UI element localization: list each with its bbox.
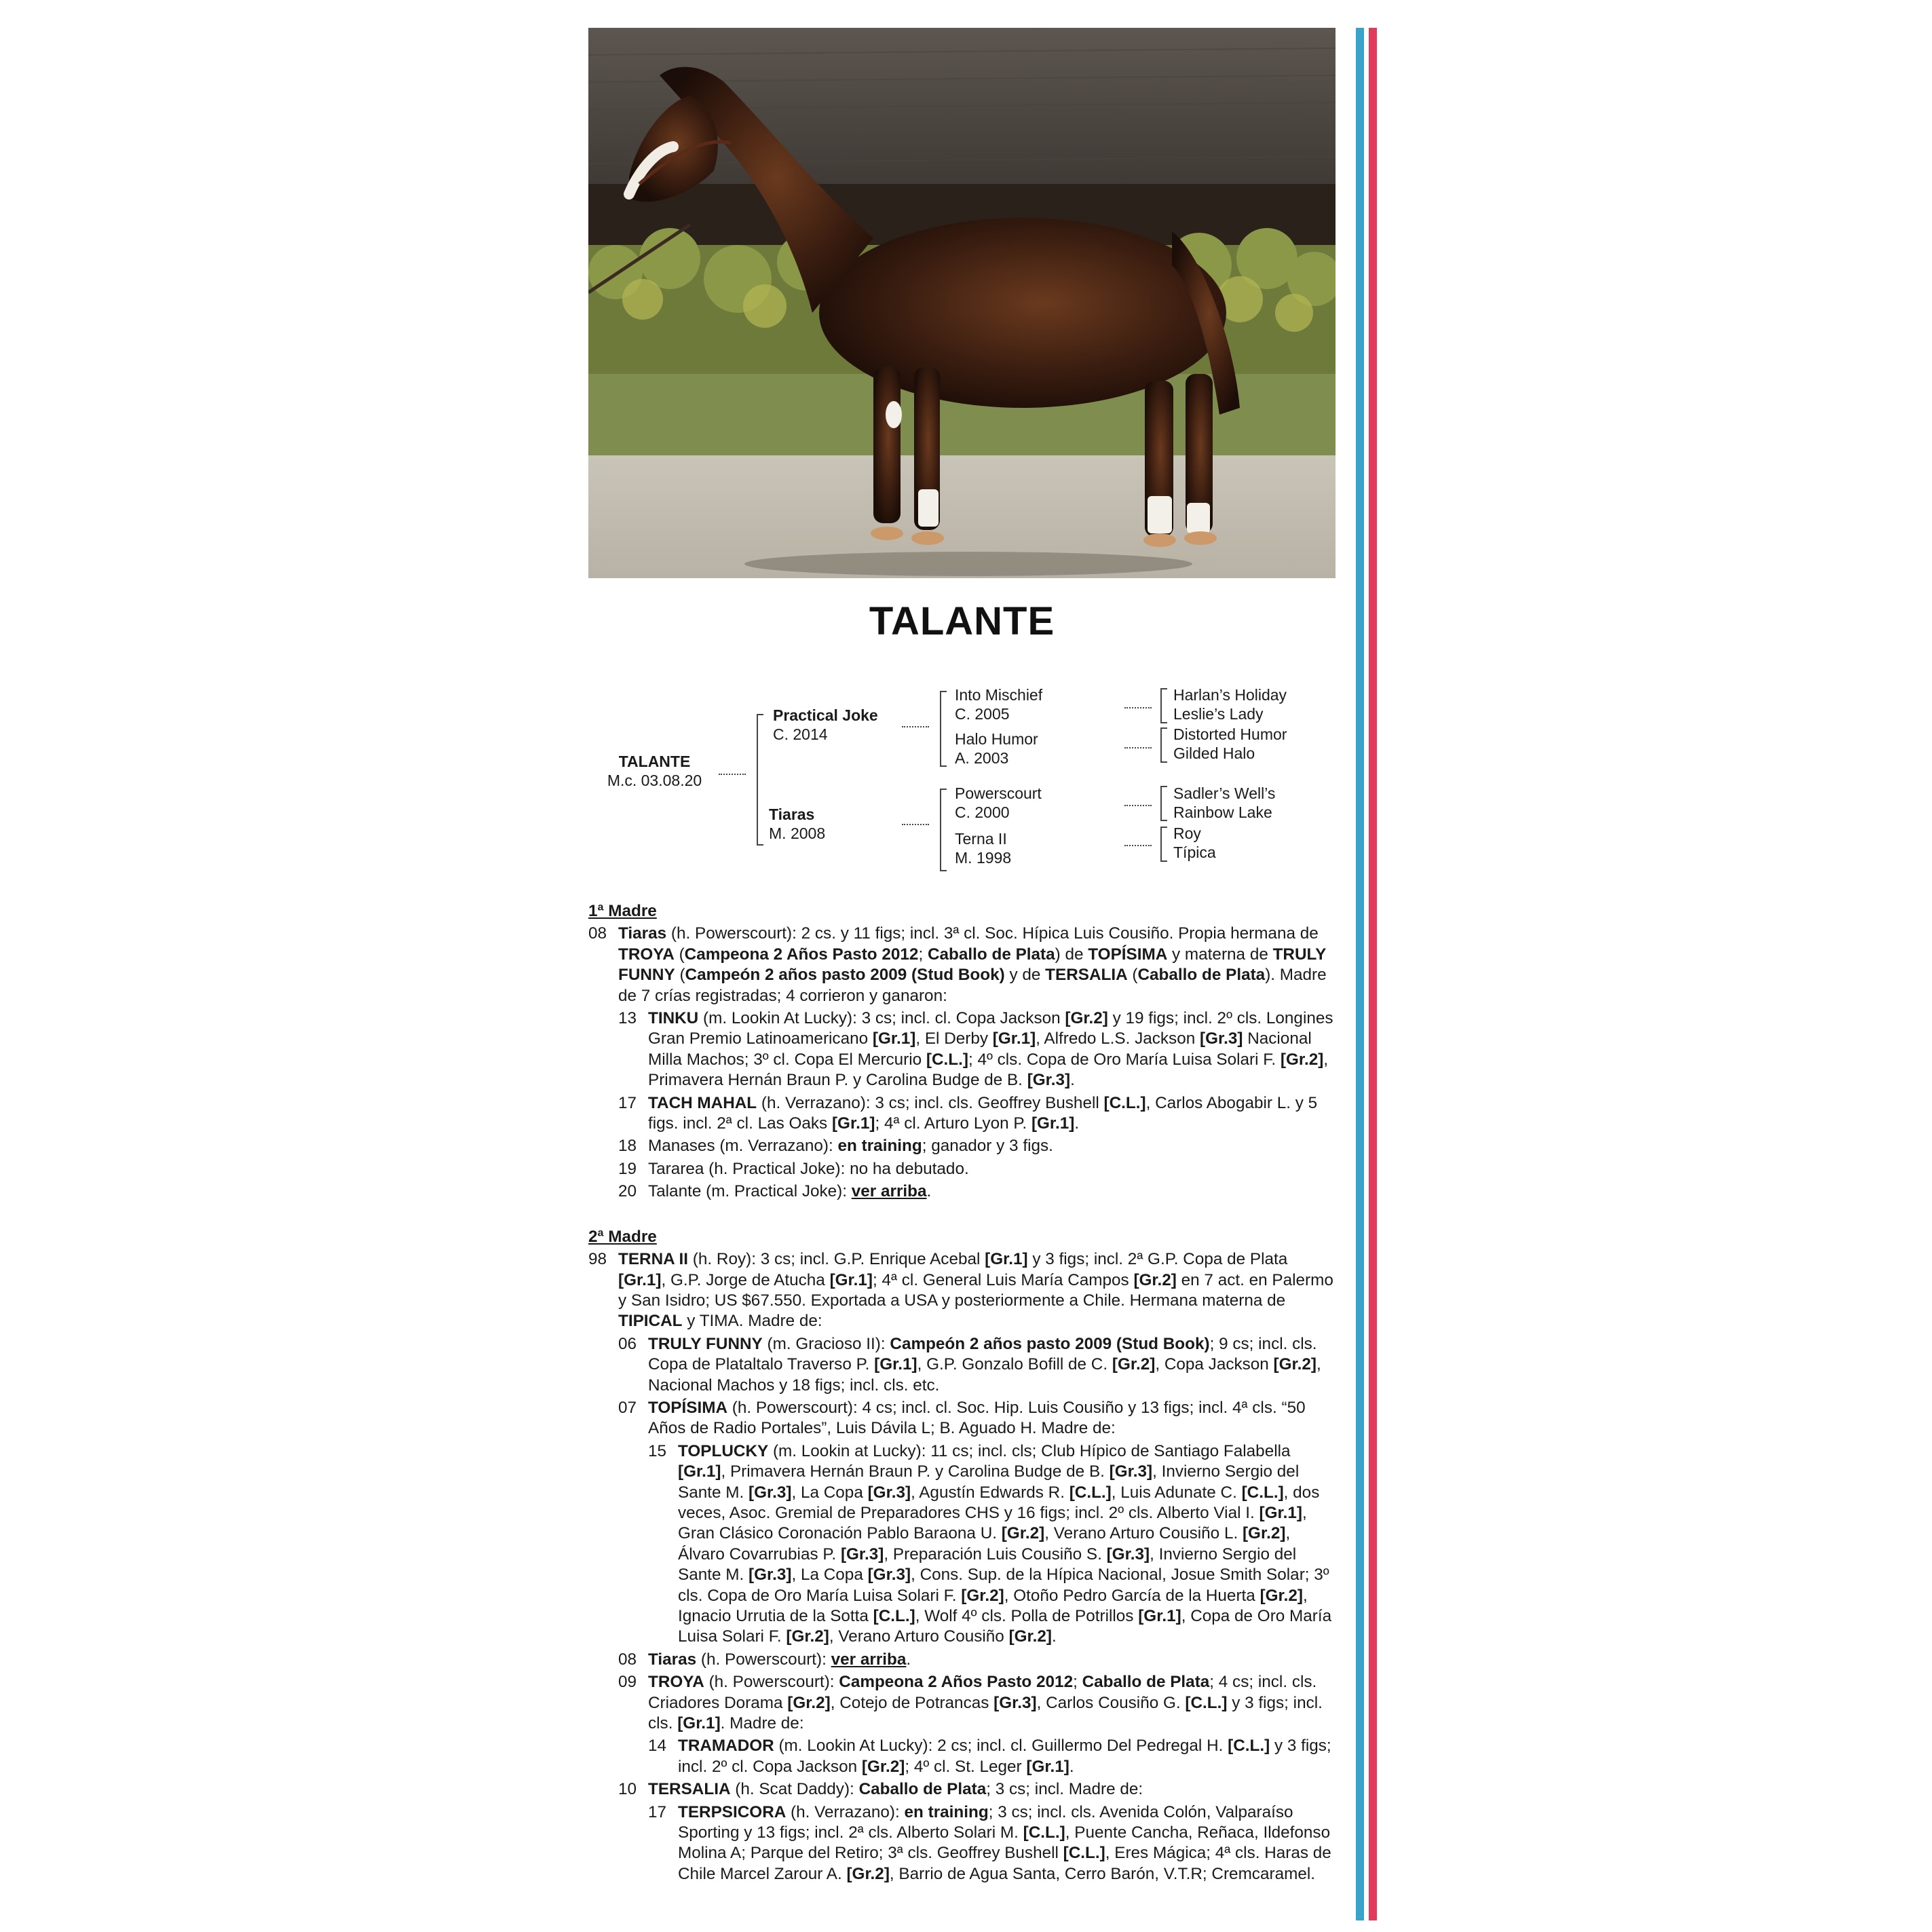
produce-text: TINKU (m. Lookin At Lucky): 3 cs; incl. cl. Copa Jackson [Gr.2] y 19 figs; incl. 2º cls. Longines Gran Premio Latinoamericano [Gr.1], El Derby [Gr.1], Alfredo L.S. Jackson [Gr.3] Nacional Milla Machos; 3º cl. Copa El Mercurio [C.L.]; 4º cls. Copa de Oro María Luisa Solari F. [Gr.2], Primavera Hernán Braun P. y Carolina Budge de B. [Gr.3].: [648, 1009, 1333, 1090]
horse-photo: [588, 28, 1336, 578]
produce-year: 08: [618, 1650, 637, 1669]
produce-entry: [618, 1136, 1336, 1156]
produce-entry: [648, 1441, 1336, 1648]
produce-entry: [618, 1093, 1336, 1135]
pedigree-grandparent: Powerscourt C. 2000: [955, 784, 1042, 821]
produce-entry: [618, 1650, 1336, 1670]
red-stripe: [1369, 28, 1377, 1920]
produce-text: TRAMADOR (m. Lookin At Lucky): 2 cs; incl. cl. Guillermo Del Pedregal H. [C.L.] y 3 figs; incl. 2º cl. Copa Jackson [Gr.2]; 4º cl. St. Leger [Gr.1].: [678, 1737, 1331, 1776]
pedigree-great-grandparent: Harlan’s Holiday Leslie’s Lady: [1173, 686, 1287, 723]
produce-text: TERSALIA (h. Scat Daddy): Caballo de Plata; 3 cs; incl. Madre de:: [648, 1780, 1143, 1799]
produce-text: TRULY FUNNY (m. Gracioso II): Campeón 2 años pasto 2009 (Stud Book); 9 cs; incl. cls. Copa de Plataltalo Traverso P. [Gr.1], G.P. Gonzalo Bofill de C. [Gr.2], Copa Jackson [Gr.2], Nacional Machos y 18 figs; incl. cls. etc.: [648, 1334, 1321, 1395]
produce-entry: [618, 1398, 1336, 1439]
pedigree-sire-name: Practical Joke: [773, 706, 878, 724]
pedigree-subject-name: TALANTE: [618, 753, 691, 770]
produce-text: TACH MAHAL (h. Verrazano): 3 cs; incl. cls. Geoffrey Bushell [C.L.], Carlos Abogabir L. y 5 figs. incl. 2ª cl. Las Oaks [Gr.1]; 4ª cl. Arturo Lyon P. [Gr.1].: [648, 1093, 1318, 1133]
produce-text: Talante (m. Practical Joke): ver arriba.: [648, 1182, 932, 1201]
produce-year: 07: [618, 1398, 637, 1417]
produce-text: TOPÍSIMA (h. Powerscourt): 4 cs; incl. cl. Soc. Hip. Luis Cousiño y 13 figs; incl. 4ª cls. “50 Años de Radio Portales”, Luis Dávila L; B. Aguado H. Madre de:: [648, 1398, 1306, 1438]
produce-entry: [618, 1779, 1336, 1800]
second-dam-heading: 2ª Madre: [588, 1227, 657, 1246]
produce-year: 18: [618, 1137, 637, 1156]
pedigree-great-grandparent: Roy Típica: [1173, 825, 1216, 861]
pedigree-dam-name: Tiaras: [769, 806, 815, 823]
blue-stripe: [1356, 28, 1364, 1920]
produce-year: 17: [618, 1093, 637, 1112]
produce-entry: [618, 1008, 1336, 1091]
first-dam-entry: 08 Tiaras (h. Powerscourt): 2 cs. y 11 figs; incl. 3ª cl. Soc. Hípica Luis Cousiño. Propia hermana de TROYA (Campeona 2 Años Pasto 2012; Caballo de Plata) de TOPÍSIMA y materna de TRULY FUNNY (Campeón 2 años pasto 2009 (Stud Book) y de TERSALIA (Caballo de Plata). Madre de 7 crías registradas; 4 corrieron y ganaron:: [588, 924, 1327, 1005]
produce-year: 17: [648, 1802, 667, 1821]
produce-text: Tararea (h. Practical Joke): no ha debutado.: [648, 1159, 969, 1178]
produce-text: Tiaras (h. Powerscourt): ver arriba.: [648, 1650, 911, 1669]
produce-year: 15: [648, 1441, 667, 1460]
pedigree-grandparent: Terna II M. 1998: [955, 830, 1012, 867]
second-dam-entry: 98 TERNA II (h. Roy): 3 cs; incl. G.P. Enrique Acebal [Gr.1] y 3 figs; incl. 2ª G.P. Copa de Plata [Gr.1], G.P. Jorge de Atucha [Gr.1]; 4ª cl. General Luis María Campos [Gr.2] en 7 act. en Palermo y San Isidro; US $67.550. Exportada a USA y posteriormente a Chile. Hermana materna de TIPICAL y TIMA. Madre de:: [588, 1250, 1333, 1331]
pedigree-sire: [773, 706, 878, 744]
produce-entry: [618, 1181, 1336, 1202]
produce-record: [588, 901, 1336, 1884]
pedigree-grandparent: Halo Humor A. 2003: [955, 730, 1038, 767]
pedigree-sire-info: C. 2014: [773, 725, 828, 743]
produce-entry: [618, 1672, 1336, 1734]
pedigree-dam-info: M. 2008: [769, 825, 826, 842]
horse-name-title: TALANTE: [869, 599, 1055, 643]
produce-year: 06: [618, 1334, 637, 1353]
first-dam-heading: 1ª Madre: [588, 902, 657, 920]
first-dam-produce-list: [588, 1008, 1336, 1202]
second-dam-produce-list: [588, 1334, 1336, 1885]
produce-text: TERPSICORA (h. Verrazano): en training; 3 cs; incl. cls. Avenida Colón, Valparaíso Sporting y 13 figs; incl. 2ª cls. Alberto Solari M. [C.L.], Puente Cancha, Reñaca, Ildefonso Molina A; Parque del Retiro; 3ª cls. Geoffrey Bushell [C.L.], Eres Mágica; 4ª cls. Haras de Chile Marcel Zarour A. [Gr.2], Barrio de Agua Santa, Cerro Barón, V.T.R; Cremcaramel.: [678, 1802, 1331, 1883]
produce-year: 14: [648, 1737, 667, 1756]
produce-year: 13: [618, 1009, 637, 1028]
pedigree-grandparent: Into Mischief C. 2005: [955, 686, 1043, 723]
produce-text: TROYA (h. Powerscourt): Campeona 2 Años Pasto 2012; Caballo de Plata; 4 cs; incl. cls. Criadores Dorama [Gr.2], Cotejo de Potrancas [Gr.3], Carlos Cousiño G. [C.L.] y 3 figs; incl. cls. [Gr.1]. Madre de:: [648, 1673, 1323, 1733]
produce-year: 09: [618, 1673, 637, 1692]
produce-text: TOPLUCKY (m. Lookin at Lucky): 11 cs; incl. cls; Club Hípico de Santiago Falabella [Gr.1], Primavera Hernán Braun P. y Carolina Budge de B. [Gr.3], Invierno Sergio del Sante M. [Gr.3], La Copa [Gr.3], Agustín Edwards R. [C.L.], Luis Adunate C. [C.L.], dos veces, Asoc. Gremial de Preparadores CHS y 16 figs; incl. 2º cls. Alberto Vial I. [Gr.1], Gran Clásico Coronación Pablo Baraona U. [Gr.2], Verano Arturo Cousiño L. [Gr.2], Álvaro Covarrubias P. [Gr.3], Preparación Luis Cousiño S. [Gr.3], Invierno Sergio del Sante M. [Gr.3], La Copa [Gr.3], Cons. Sup. de la Hípica Nacional, Josue Smith Solar; 3º cls. Copa de Oro María Luisa Solari F. [Gr.2], Otoño Pedro García de la Huerta [Gr.2], Ignacio Urrutia de la Sotta [C.L.], Wolf 4º cls. Polla de Potrillos [Gr.1], Copa de Oro María Luisa Solari F. [Gr.2], Verano Arturo Cousiño [Gr.2].: [678, 1441, 1332, 1646]
produce-entry: [618, 1334, 1336, 1396]
produce-year: 10: [618, 1780, 637, 1799]
produce-entry: [648, 1802, 1336, 1885]
pedigree-subject-info: M.c. 03.08.20: [607, 772, 702, 789]
produce-entry: [648, 1736, 1336, 1777]
produce-entry: [618, 1159, 1336, 1179]
pedigree-subject: [599, 752, 711, 790]
pedigree-great-grandparent: Sadler’s Well’s Rainbow Lake: [1173, 784, 1276, 821]
pedigree-chart: [588, 679, 1336, 882]
pedigree-dam: [769, 805, 825, 843]
produce-year: 20: [618, 1182, 637, 1201]
pedigree-great-grandparent: Distorted Humor Gilded Halo: [1173, 725, 1287, 762]
produce-text: Manases (m. Verrazano): en training; ganador y 3 figs.: [648, 1137, 1053, 1156]
produce-year: 19: [618, 1159, 637, 1178]
